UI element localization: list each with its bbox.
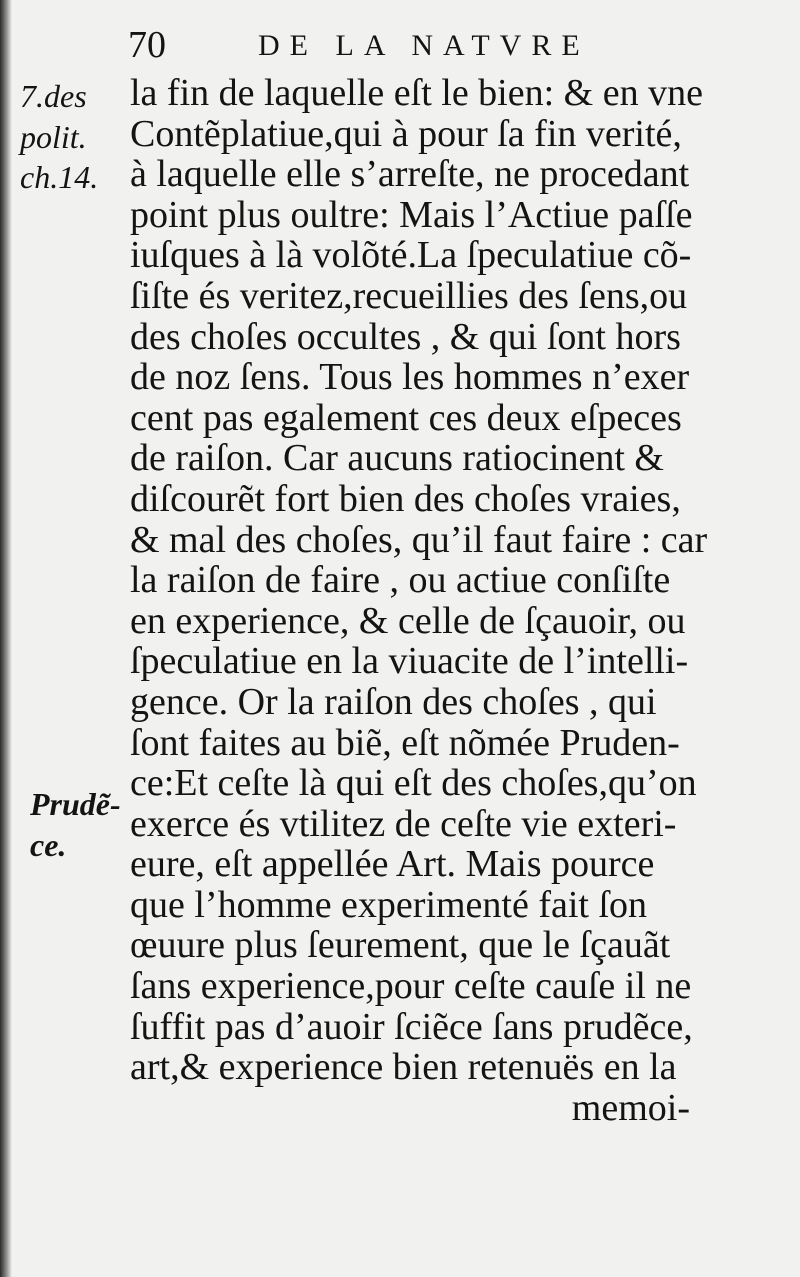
margin-note-line: Prudẽ- — [30, 786, 121, 822]
text-line: ſiſte és veritez,recueillies des ſens,ou — [130, 274, 688, 317]
text-line: diſcourẽt fort bien des choſes vraies, — [130, 477, 681, 520]
text-line: à laquelle elle s’arreſte, ne procedant — [130, 153, 690, 196]
margin-note-line: 7.des — [20, 78, 87, 114]
body-text — [130, 73, 750, 1128]
text-line: iuſques à là volõté.La ſpeculatiue cõ- — [130, 234, 692, 277]
text-line: & mal des choſes, qu’il faut faire : car — [130, 518, 708, 561]
text-line: en experience, & celle de ſçauoir, ou — [130, 599, 686, 642]
text-line: ſont faites au biẽ, eſt nõmée Pruden- — [130, 721, 680, 764]
text-line: art,& experience bien retenuës en la — [130, 1046, 677, 1089]
text-line: exerce és vtilitez de ceſte vie exteri- — [130, 802, 677, 845]
text-line: la raiſon de faire , ou actiue conſiſte — [130, 559, 671, 602]
running-head — [128, 22, 728, 68]
text-line: ſuffit pas d’auoir ſciẽce ſans prudẽce, — [130, 1005, 693, 1048]
text-line: Contẽplatiue,qui à pour ſa fin verité, — [130, 112, 682, 155]
text-line: gence. Or la raiſon des choſes , qui — [130, 680, 657, 723]
text-line: de raiſon. Car aucuns ratiocinent & — [130, 437, 664, 480]
text-line: œuure plus ſeurement, que le ſçauãt — [130, 924, 671, 967]
margin-note-line: ce. — [30, 826, 67, 863]
text-line: ce:Et ceſte là qui eſt des choſes,qu’on — [130, 762, 697, 805]
margin-note-line: ch.14. — [20, 159, 99, 196]
running-title: DE LA NATVRE — [258, 29, 590, 62]
margin-note-prudence — [30, 784, 121, 865]
text-line: cent pas egalement ces deux eſpeces — [130, 396, 682, 439]
text-line: de noz ſens. Tous les hommes n’exer — [130, 356, 690, 399]
text-line: ſpeculatiue en la viuacite de l’intelli- — [130, 640, 689, 683]
text-line: des choſes occultes , & qui ſont hors — [130, 315, 681, 358]
page-gutter-shadow — [0, 0, 12, 1277]
text-line: que l’homme experimenté fait ſon — [130, 883, 648, 926]
text-line: ſans experience,pour ceſte cauſe il ne — [130, 965, 692, 1008]
text-line: eure, eſt appellée Art. Mais pource — [130, 843, 655, 886]
catchword: memoi- — [571, 1086, 690, 1129]
text-line: la fin de laquelle eſt le bien: & en vne — [130, 72, 703, 114]
page-number: 70 — [128, 24, 166, 66]
margin-note-politics-reference — [20, 76, 98, 198]
text-line: point plus oultre: Mais l’Actiue paſſe — [130, 193, 693, 236]
margin-note-line: polit. — [20, 118, 87, 155]
